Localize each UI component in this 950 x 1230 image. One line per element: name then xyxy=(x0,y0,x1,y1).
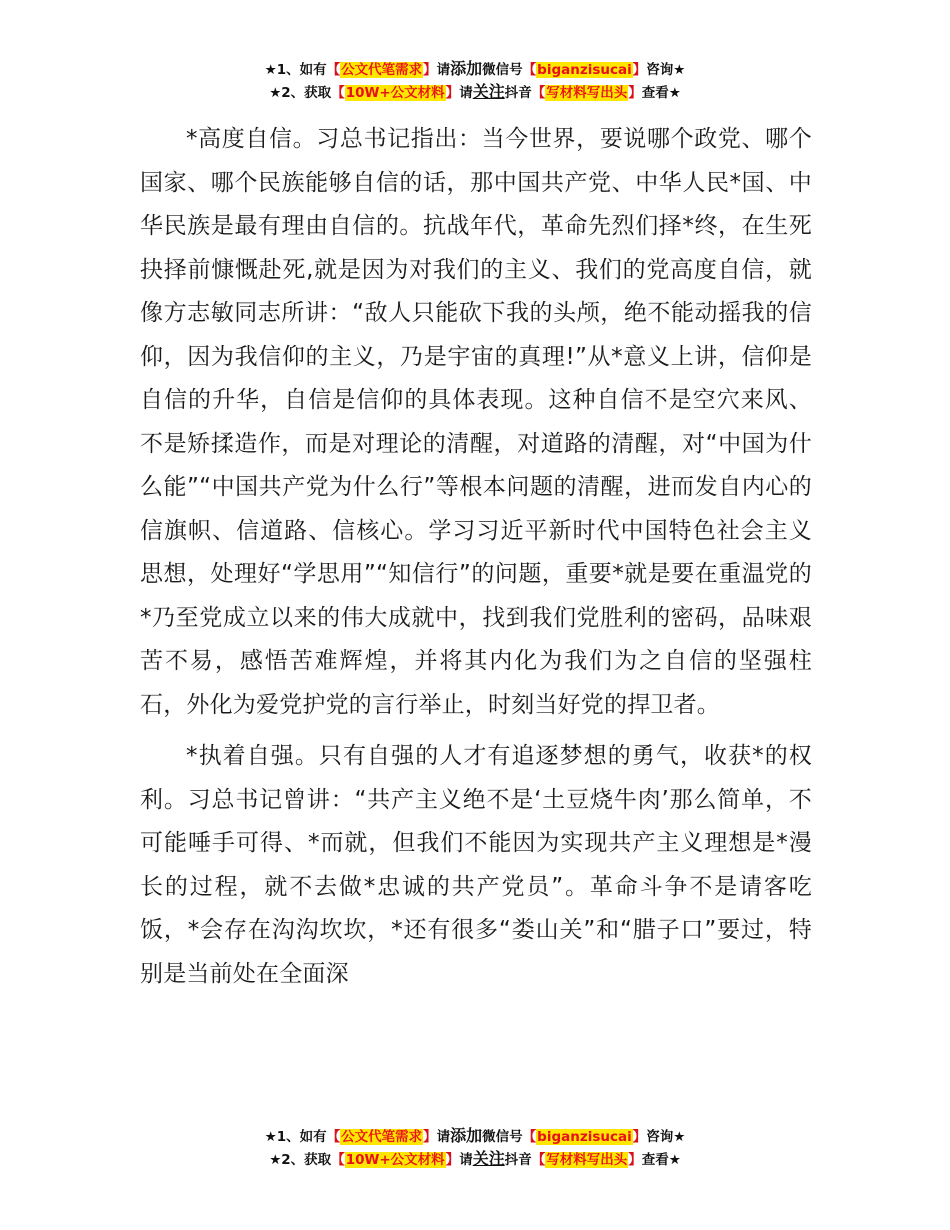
bracket: 【 xyxy=(531,1152,546,1168)
bracket: 【 xyxy=(522,1129,537,1145)
bracket: 【 xyxy=(531,85,546,101)
bracket: 】 xyxy=(632,62,647,78)
bracket: 】 xyxy=(423,62,437,78)
highlight-wechat-id: biganzisucai xyxy=(537,1129,632,1145)
banner-text: 请 xyxy=(436,62,451,78)
banner-line-2 xyxy=(0,1148,950,1171)
bracket: 】 xyxy=(628,85,642,101)
highlight-service: 公文代笔需求 xyxy=(341,1129,423,1145)
banner-line-1 xyxy=(0,1125,950,1148)
bracket: 】 xyxy=(632,1129,647,1145)
highlight-douyin: 写材料写出头 xyxy=(546,85,628,101)
bracket: 】 xyxy=(445,85,460,101)
bracket: 【 xyxy=(522,62,537,78)
banner-text: ★1、如有 xyxy=(264,1129,327,1145)
bracket: 【 xyxy=(331,85,345,101)
banner-text: 请 xyxy=(436,1129,451,1145)
banner-text: 查看★ xyxy=(641,1152,681,1168)
banner-text: 请 xyxy=(459,85,473,101)
bracket: 【 xyxy=(331,1152,345,1168)
banner-text: 咨询★ xyxy=(646,62,686,78)
banner-emphasis: 添加 xyxy=(450,59,483,78)
banner-emphasis: 关注 xyxy=(472,1149,505,1168)
paragraph: *执着自强。只有自强的人才有追逐梦想的勇气，收获*的权利。习总书记曾讲：“共产主义绝不是‘土豆烧牛肉’那么简单，不可能唾手可得、*而就，但我们不能因为实现共产主义理想是*漫长的过程，就不去做*忠诚的共产党员”。革命斗争不是请客吃饭，*会存在沟沟坎坎，*还有很多“娄山关”和“腊子口”要过，特别是当前处在全面深 xyxy=(140,743,812,987)
banner-text: 请 xyxy=(459,1152,473,1168)
bracket: 】 xyxy=(628,1152,642,1168)
highlight-wechat-id: biganzisucai xyxy=(537,62,632,78)
bracket: 【 xyxy=(326,62,341,78)
banner-line-2 xyxy=(0,81,950,104)
banner-text: 微信号 xyxy=(482,1129,523,1145)
banner-text: 抖音 xyxy=(504,85,532,101)
banner-text: ★1、如有 xyxy=(264,62,327,78)
banner-line-1 xyxy=(0,58,950,81)
footer-banner xyxy=(0,1125,950,1171)
highlight-materials: 10W+公文材料 xyxy=(345,85,445,101)
bracket: 】 xyxy=(423,1129,437,1145)
paragraph: *高度自信。习总书记指出：当今世界，要说哪个政党、哪个国家、哪个民族能够自信的话，那中国共产党、中华人民*国、中华民族是最有理由自信的。抗战年代，革命先烈们择*终，在生死抉择前慷慨赴死,就是因为对我们的主义、我们的党高度自信，就像方志敏同志所讲：“敌人只能砍下我的头颅，绝不能动摇我的信仰，因为我信仰的主义，乃是宇宙的真理!”从*意义上讲，信仰是自信的升华，自信是信仰的具体表现。这种自信不是空穴来风、不是矫揉造作，而是对理论的清醒，对道路的清醒，对“中国为什么能”“中国共产党为什么行”等根本问题的清醒，进而发自内心的信旗帜、信道路、信核心。学习习近平新时代中国特色社会主义思想，处理好“学思用”“知信行”的问题，重要*就是要在重温党的*乃至党成立以来的伟大成就中，找到我们党胜利的密码，品味艰苦不易，感悟苦难辉煌，并将其内化为我们为之自信的坚强柱石，外化为爱党护党的言行举止，时刻当好党的捍卫者。 xyxy=(140,126,812,718)
banner-text: 微信号 xyxy=(482,62,523,78)
bracket: 】 xyxy=(445,1152,460,1168)
banner-emphasis: 添加 xyxy=(450,1126,483,1145)
highlight-materials: 10W+公文材料 xyxy=(345,1152,445,1168)
highlight-service: 公文代笔需求 xyxy=(341,62,423,78)
header-banner xyxy=(0,58,950,104)
banner-emphasis: 关注 xyxy=(472,82,505,101)
banner-text: 抖音 xyxy=(504,1152,532,1168)
banner-text: ★2、获取 xyxy=(269,1152,332,1168)
banner-text: ★2、获取 xyxy=(269,85,332,101)
highlight-douyin: 写材料写出头 xyxy=(546,1152,628,1168)
document-body xyxy=(140,118,812,1004)
bracket: 【 xyxy=(326,1129,341,1145)
banner-text: 咨询★ xyxy=(646,1129,686,1145)
banner-text: 查看★ xyxy=(641,85,681,101)
